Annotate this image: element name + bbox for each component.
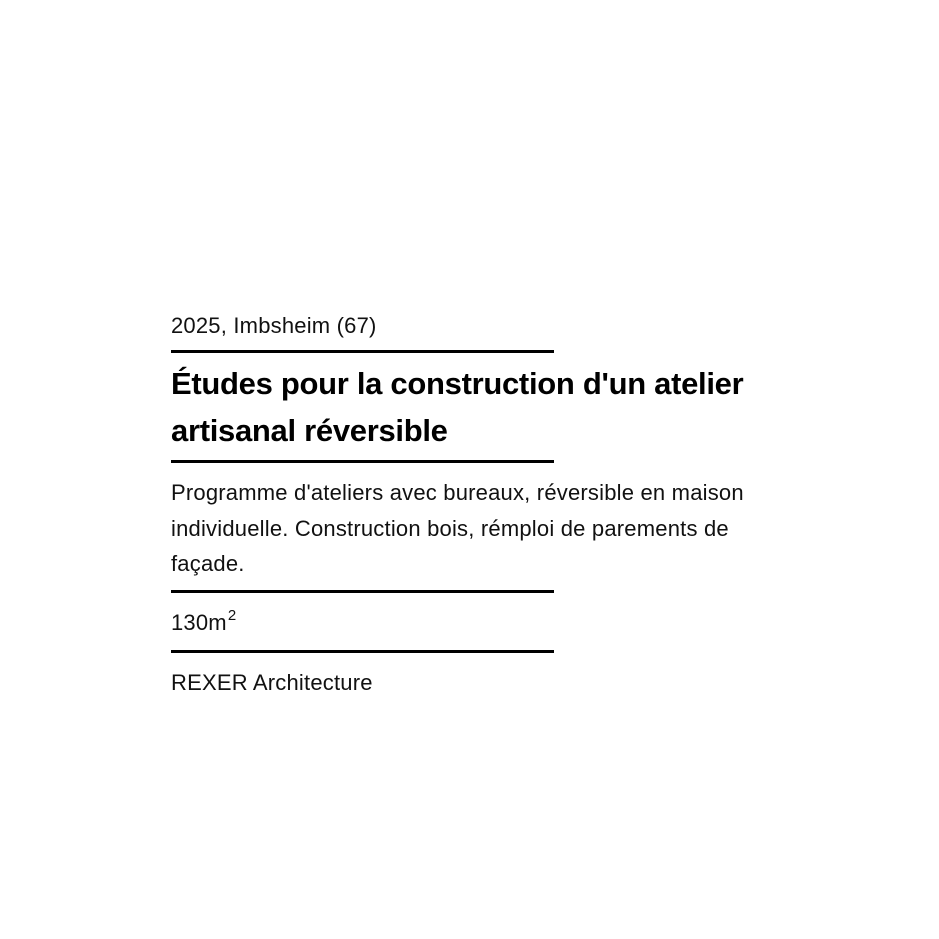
divider (171, 650, 554, 653)
project-title: Études pour la construction d'un atelier artisanal réversible (171, 366, 744, 448)
project-year-location: 2025, Imbsheim (67) (171, 313, 377, 338)
project-area (171, 606, 791, 637)
project-description: Programme d'ateliers avec bureaux, réversible en maison individuelle. Construction bois, rémploi de parements de façade. (171, 480, 744, 576)
project-area-exponent: 2 (227, 606, 237, 624)
project-area-value: 130m (171, 609, 227, 635)
divider (171, 350, 554, 353)
project-card (171, 312, 791, 697)
divider (171, 460, 554, 463)
divider (171, 590, 554, 593)
project-architect: REXER Architecture (171, 669, 373, 695)
